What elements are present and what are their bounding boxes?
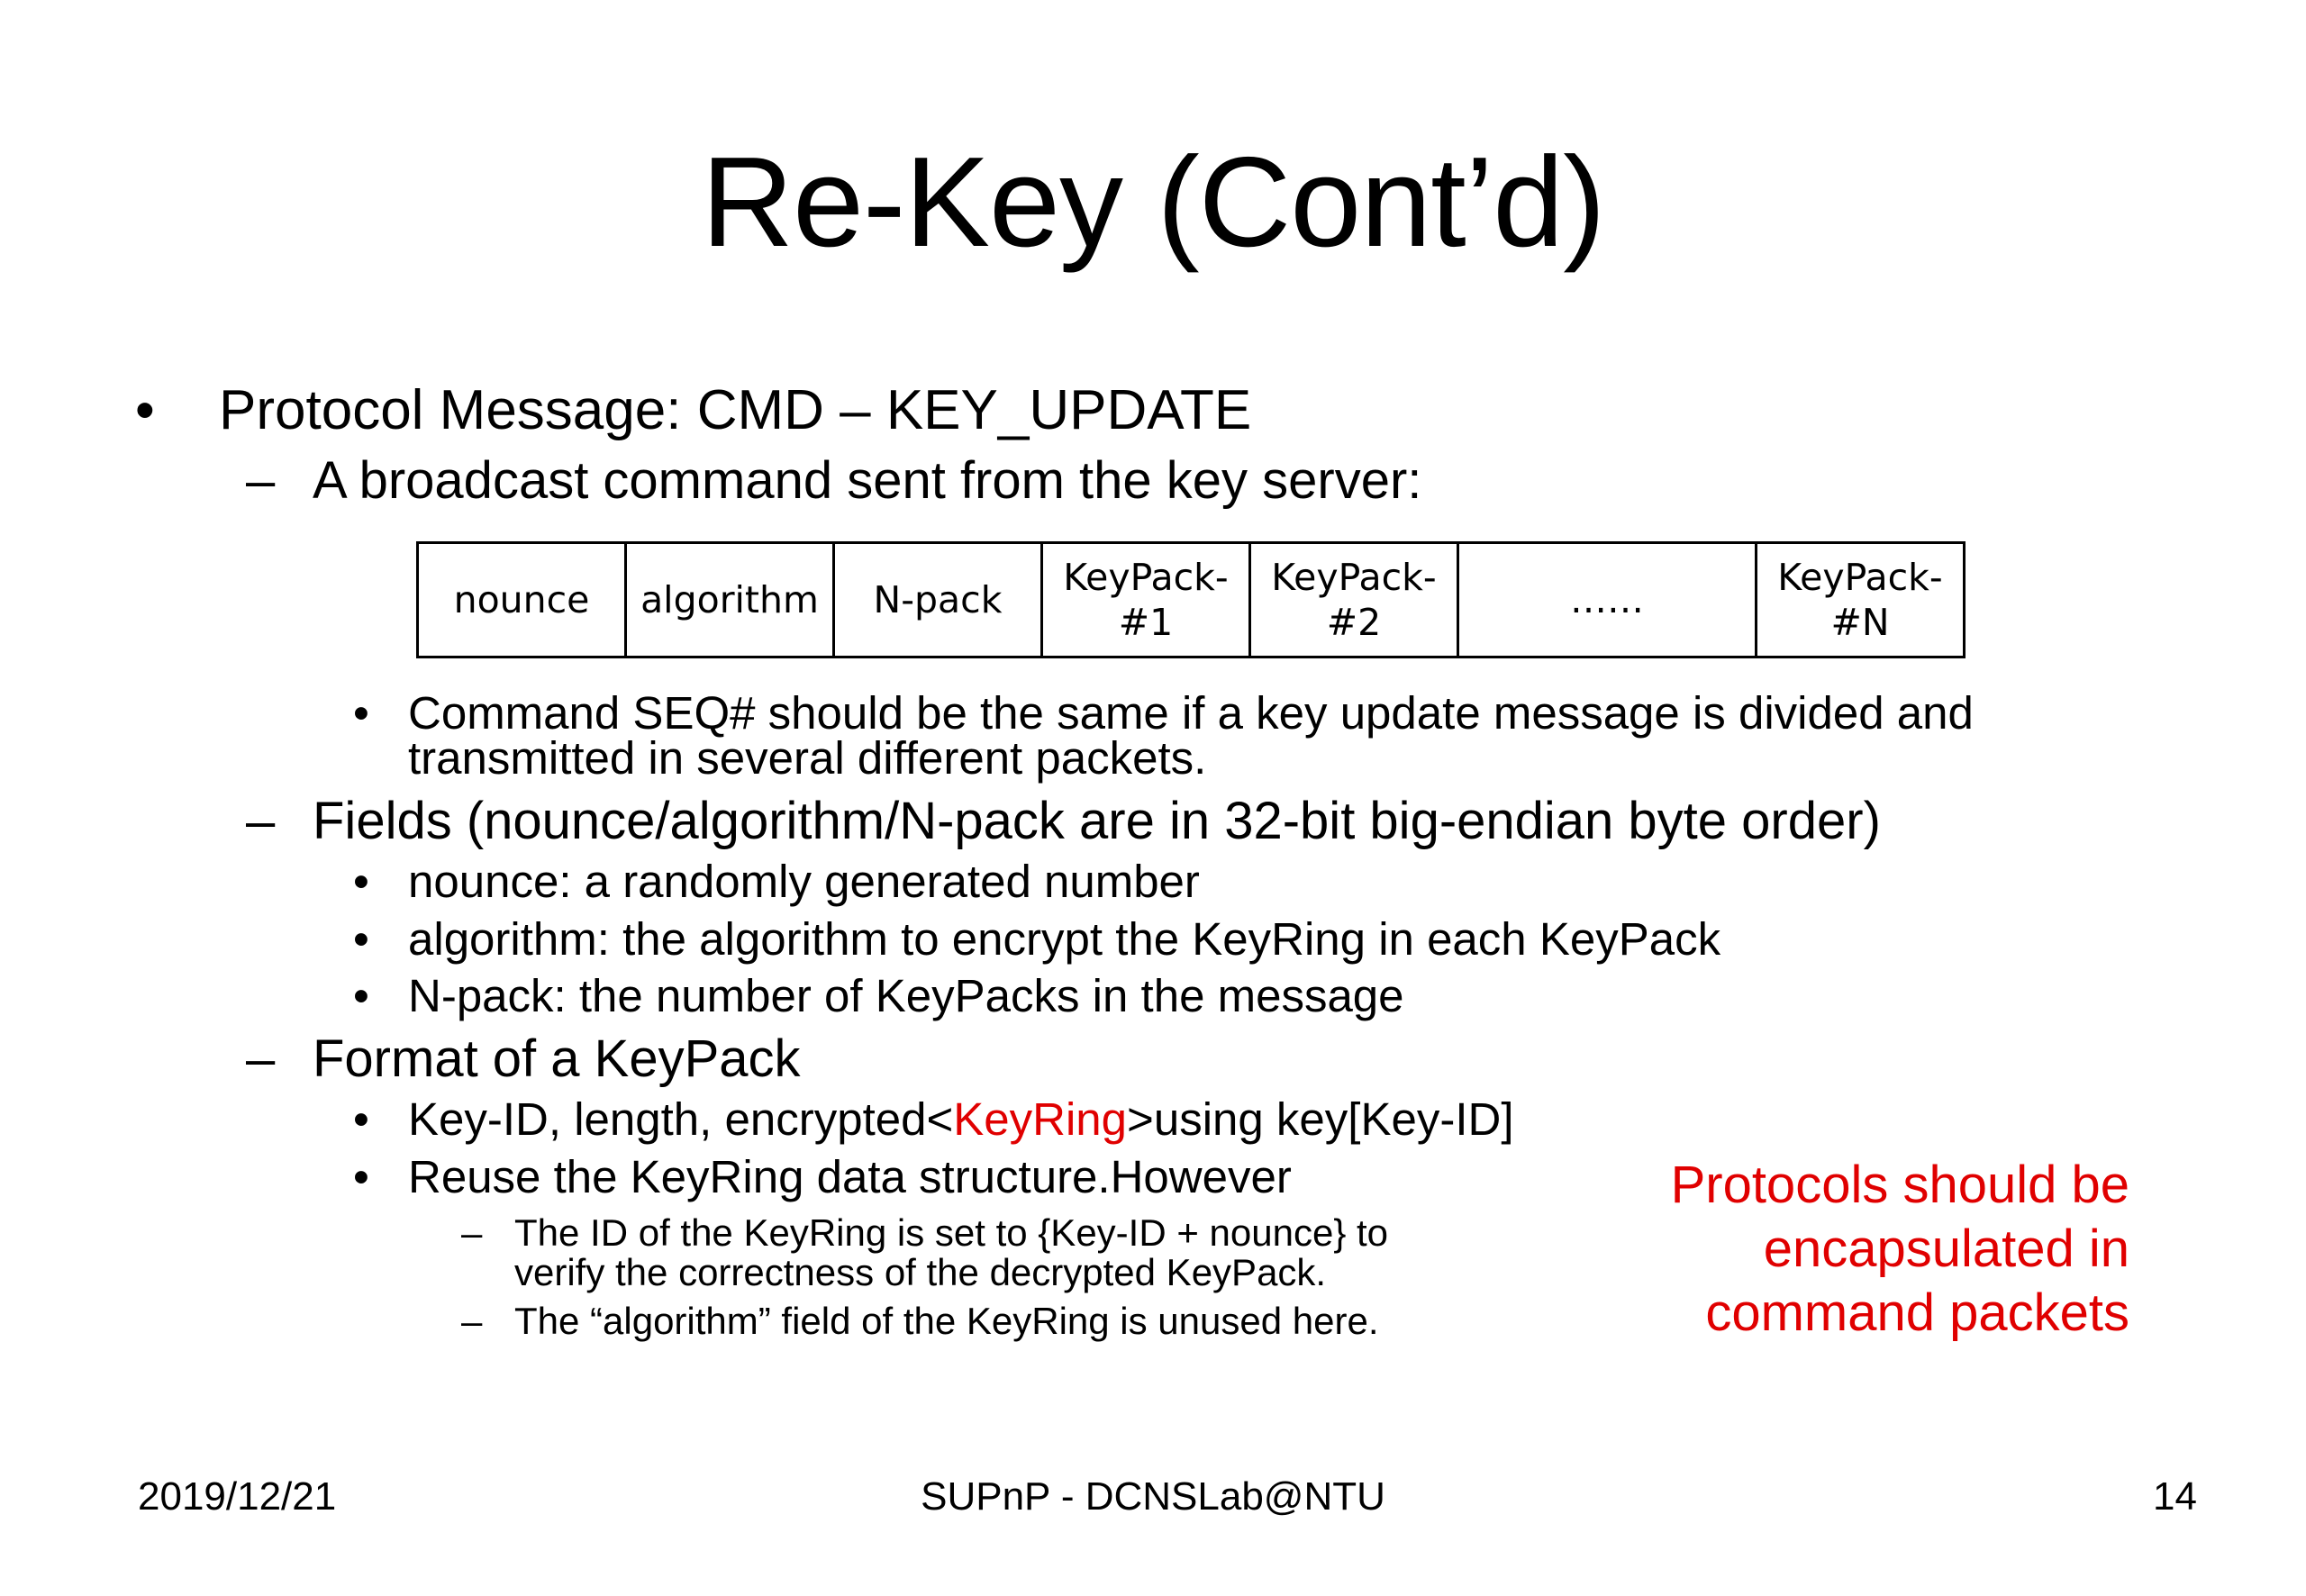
keypack-sub-id-line-2: verify the correctness of the decrypted KeyPack. [514, 1251, 1327, 1293]
page-number: 14 [2153, 1474, 2197, 1519]
seq-note-line-2: transmitted in several different packets. [408, 732, 1207, 784]
packet-field-label: #N [1830, 601, 1890, 644]
side-note-line: encapsulated in [1763, 1220, 2129, 1278]
packet-field-label: …… [1570, 578, 1644, 621]
dash-glyph: – [246, 792, 276, 850]
packet-field-keypack-n [1757, 543, 1965, 657]
keypack-item-reuse: Reuse the KeyRing data structure.However [408, 1151, 1292, 1202]
packet-field-algorithm [626, 543, 834, 657]
dash-glyph: – [246, 1029, 276, 1088]
packet-field-label: KeyPack- [1063, 556, 1229, 599]
keypack-item-text: Key-ID, length, encrypted< [408, 1093, 954, 1145]
keyring-highlight: KeyRing [953, 1093, 1128, 1145]
bullet-glyph: • [353, 856, 369, 907]
packet-field-label: KeyPack- [1271, 556, 1437, 599]
side-note-line: command packets [1705, 1283, 2129, 1342]
footer-title: SUPnP - DCNSLab@NTU [921, 1474, 1385, 1519]
field-nounce: nounce: a randomly generated number [408, 856, 1200, 907]
dash-glyph: – [246, 451, 276, 510]
packet-field-label: algorithm [640, 578, 819, 621]
packet-field-label: N-pack [873, 578, 1003, 621]
side-note [1531, 1153, 2129, 1345]
bullet-glyph: • [353, 687, 369, 739]
packet-field-ellipsis [1458, 543, 1757, 657]
bullet-glyph: • [353, 970, 369, 1021]
bullet-glyph: • [135, 379, 155, 441]
keypack-sub-id-line-1: The ID of the KeyRing is set to {Key-ID + nounce} to [514, 1211, 1389, 1254]
packet-field-label: KeyPack- [1777, 556, 1943, 599]
bullet-glyph: • [353, 913, 369, 965]
packet-field-nounce [418, 543, 626, 657]
sub-fields: Fields (nounce/algorithm/N-pack are in 32-bit big-endian byte order) [313, 792, 1881, 850]
bullet-glyph: • [353, 1093, 369, 1145]
keypack-item-text: >using key[Key-ID] [1127, 1093, 1514, 1145]
keypack-item-keyid [408, 1093, 1514, 1145]
field-npack: N-pack: the number of KeyPacks in the message [408, 970, 1404, 1021]
packet-field-label: #2 [1326, 601, 1382, 644]
packet-format-row [418, 543, 1965, 657]
footer-date: 2019/12/21 [138, 1474, 337, 1519]
slide-title: Re-Key (Cont’d) [701, 131, 1605, 274]
sub-keypack-format: Format of a KeyPack [313, 1029, 801, 1088]
packet-field-label: #1 [1118, 601, 1174, 644]
packet-format-table [416, 541, 1966, 658]
sub-broadcast-command: A broadcast command sent from the key server: [313, 451, 1422, 510]
bullet-glyph: • [353, 1151, 369, 1202]
bullet-protocol-message: Protocol Message: CMD – KEY_UPDATE [219, 379, 1252, 441]
dash-glyph: – [461, 1211, 483, 1254]
packet-field-keypack-1 [1042, 543, 1250, 657]
packet-field-keypack-2 [1250, 543, 1458, 657]
keypack-sub-algorithm: The “algorithm” field of the KeyRing is unused here. [514, 1300, 1379, 1342]
packet-field-label: nounce [453, 578, 590, 621]
packet-field-npack [834, 543, 1042, 657]
dash-glyph: – [461, 1300, 483, 1342]
side-note-line: Protocols should be [1670, 1156, 2129, 1214]
field-algorithm: algorithm: the algorithm to encrypt the KeyRing in each KeyPack [408, 913, 1721, 965]
seq-note-line-1: Command SEQ# should be the same if a key update message is divided and [408, 687, 1974, 739]
